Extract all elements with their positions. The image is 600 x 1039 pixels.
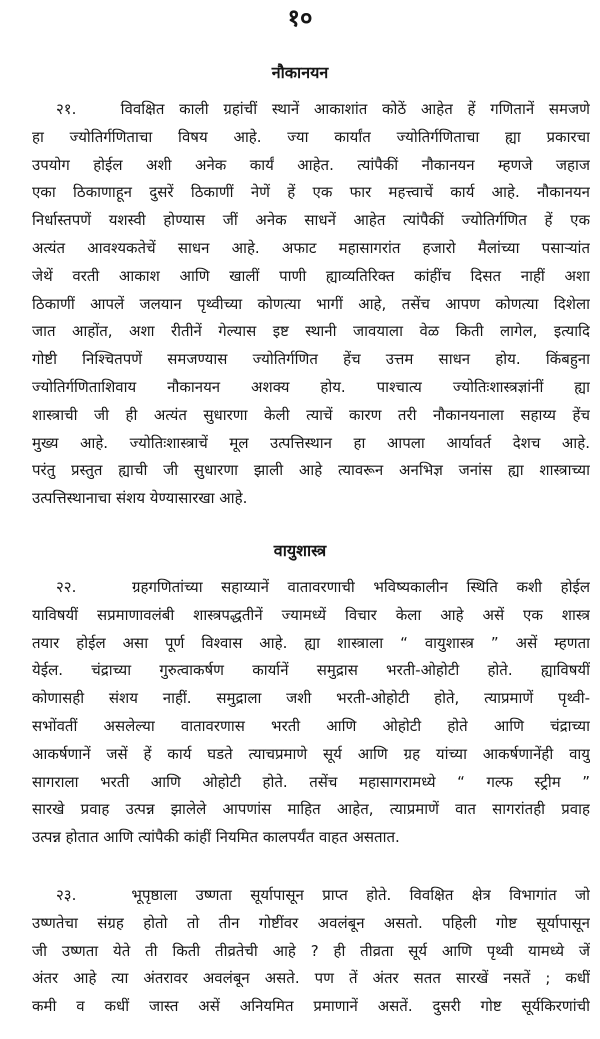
paragraph-line: हा ज्योतिर्गणिताचा विषय आहे. ज्या कार्यांत ज्योतिर्गणिताचा ह्या प्रकारचा [32, 127, 590, 146]
paragraph-line: सागराला भरती आणि ओहोटी होते. तसेंच महासागरामध्ये “ गल्फ स्ट्रीम ” [32, 772, 590, 791]
paragraph-line: ज्योतिर्गणिताशिवाय नौकानयन अशक्य होय. पाश्चात्य ज्योतिःशास्त्रज्ञांनीं ह्या [32, 377, 590, 396]
line-text: भूपृष्ठाला उष्णता सूर्यापासून प्राप्त होते. विवक्षित क्षेत्र विभागांत जो [131, 886, 590, 904]
line-text: विवक्षित काली ग्रहांचीं स्थानें आकाशांत कोठें आहेत हें गणितानें समजणे [120, 100, 590, 118]
paragraph-line [32, 882, 590, 910]
page-number: १० [287, 4, 313, 32]
paragraph-line: मुख्य आहे. ज्योतिःशास्त्राचें मूल उत्पत्तिस्थान हा आपला आर्यावर्त देशच आहे. [32, 433, 590, 452]
paragraph-line: तयार होईल असा पूर्ण विश्वास आहे. ह्या शास्त्राला “ वायुशास्त्र ” असें म्हणता [32, 633, 590, 652]
paragraph-line: आकर्षणानें जसें हें कार्य घडते त्याचप्रमाणे सूर्य आणि ग्रह यांच्या आकर्षणानेंही वायु [32, 744, 590, 763]
paragraph-line: जात आहोंत, अशा रीतीनें गेल्यास इष्ट स्थानी जावयाला वेळ किती लागेल, इत्यादि [32, 322, 590, 341]
paragraph-line: कोणासही संशय नाहीं. समुद्राला जशी भरती-ओहोटी होते, त्याप्रमाणें पृथ्वी- [32, 689, 590, 708]
paragraph-line: याविषयीं सप्रमाणावलंबी शास्त्रपद्धतीनें ज्यामध्यें विचार केला आहे असें एक शास्त्र [32, 605, 590, 624]
paragraph-number: २२. [56, 578, 77, 596]
line-text: ग्रहगणितांच्या सहाय्यानें वातावरणाची भविष्यकालीन स्थिति कशी होईल [132, 578, 590, 596]
paragraph-line: जेथें वरती आकाश आणि खालीं पाणी ह्याव्यतिरिक्त कांहींच दिसत नाहीं अशा [32, 266, 590, 285]
paragraph-21 [32, 96, 590, 513]
paragraph-number: २३. [56, 886, 77, 904]
paragraph-line: येईल. चंद्राच्या गुरुत्वाकर्षण कार्यानें समुद्रास भरती-ओहोटी होते. ह्याविषयीं [32, 661, 590, 680]
paragraph-line [32, 574, 590, 602]
paragraph-line: उत्पन्न होतात आणि त्यांपैकी कांहीं नियमित कालपर्यंत वाहत असतात. [32, 828, 400, 847]
section-heading-meteorology: वायुशास्त्र [273, 541, 327, 560]
paragraph-line: निर्धास्तपणें यशस्वी होण्यास जीं अनेक साधनें आहेत त्यांपैकीं ज्योतिर्गणित हें एक [32, 211, 590, 230]
paragraph-line: शास्त्राची जी ही अत्यंत सुधारणा केली त्याचें कारण तरी नौकानयनाला सहाय्य हेंच [32, 405, 590, 424]
paragraph-line: जी उष्णता येते ती किती तीव्रतेची आहे ? ही तीव्रता सूर्य आणि पृथ्वी यामध्ये जें [32, 941, 590, 960]
paragraph-line: परंतु प्रस्तुत ह्याची जी सुधारणा झाली आहे त्यावरून अनभिज्ञ जनांस ह्या शास्त्राच्या [32, 461, 590, 480]
paragraph-23 [32, 882, 590, 1021]
paragraph-line: एका ठिकाणाहून दुसरें ठिकाणीं नेणें हें एक फार महत्त्वाचें कार्य आहे. नौकानयन [32, 183, 590, 202]
paragraph-line: सभोंवतीं असलेल्या वातावरणास भरती आणि ओहोटी होते आणि चंद्राच्या [32, 716, 590, 735]
paragraph-line: अंतर आहे त्या अंतरावर अवलंबून असते. पण तें अंतर सतत सारखें नसतें ; कधीं [32, 969, 590, 988]
paragraph-line: सारखे प्रवाह उत्पन्न झालेले आपणांस माहित आहेत, त्याप्रमाणें वात सागरांतही प्रवाह [32, 800, 590, 819]
paragraph-line: ठिकाणीं आपलें जलयान पृथ्वीच्या कोणत्या भागीं आहे, तसेंच आपण कोणत्या दिशेला [32, 294, 590, 313]
paragraph-number: २१. [56, 100, 77, 118]
paragraph-line: उत्पत्तिस्थानाचा संशय येण्यासारखा आहे. [32, 489, 248, 508]
paragraph-line [32, 96, 590, 124]
paragraph-22 [32, 574, 590, 852]
paragraph-line: उष्णतेचा संग्रह होतो तो तीन गोष्टींवर अवलंबून असतो. पहिली गोष्ट सूर्यापासून [32, 913, 590, 932]
paragraph-line: अत्यंत आवश्यकतेचें साधन आहे. अफाट महासागरांत हजारो मैलांच्या पसाऱ्यांत [32, 238, 590, 257]
paragraph-line: कमी व कधीं जास्त असें अनियमित प्रमाणानें असतें. दुसरी गोष्ट सूर्यकिरणांची [32, 997, 590, 1016]
paragraph-line: उपयोग होईल अशी अनेक कार्यं आहेत. त्यांपैकीं नौकानयन म्हणजे जहाज [32, 155, 590, 174]
section-heading-navigation: नौकानयन [271, 63, 329, 82]
paragraph-line: गोष्टी निश्चितपणें समजण्यास ज्योतिर्गणित हेंच उत्तम साधन होय. किंबहुना [32, 350, 590, 369]
